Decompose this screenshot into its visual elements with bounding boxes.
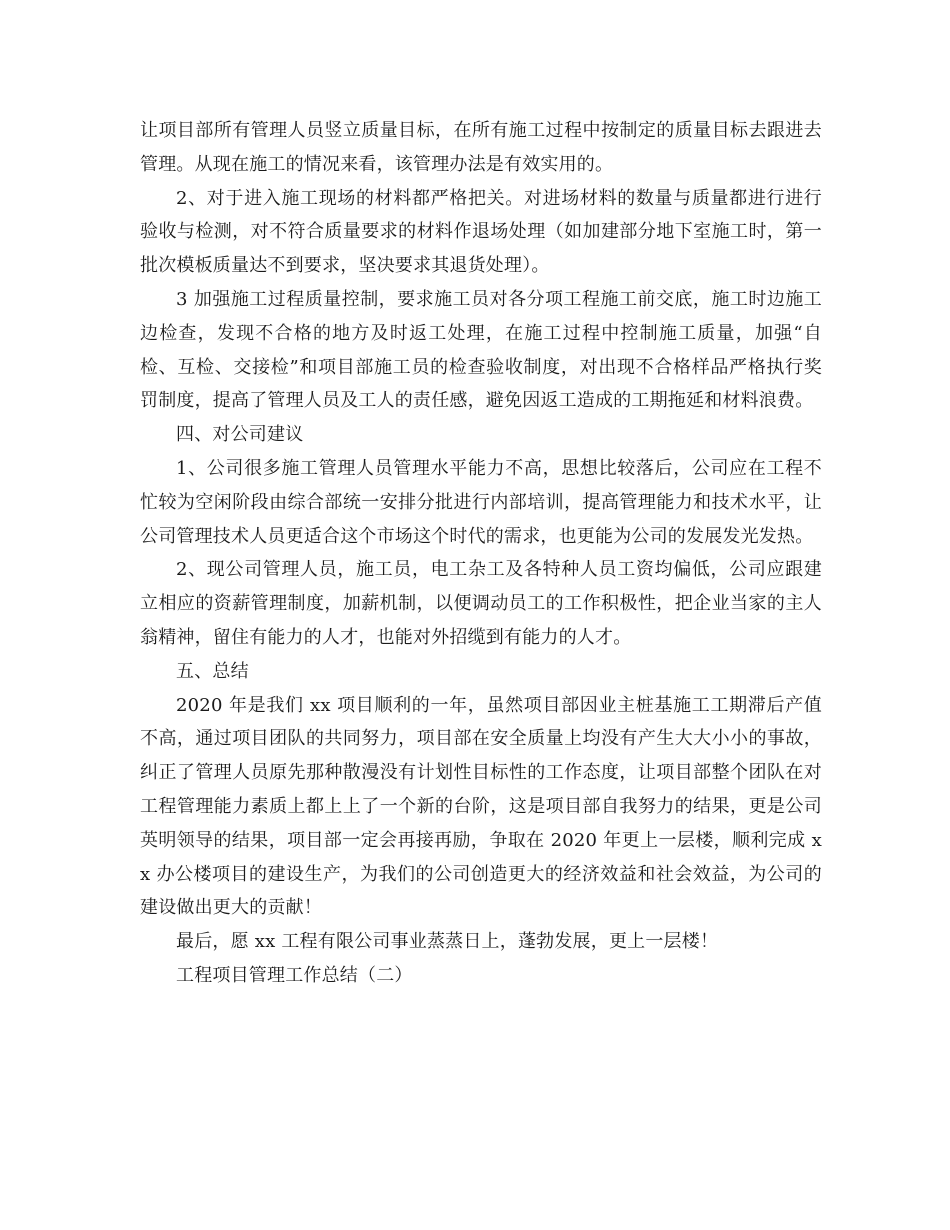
paragraph-material-control: 2、对于进入施工现场的材料都严格把关。对进场材料的数量与质量都进行进行验收与检测，对不符合质量要求的材料作退场处理（如加建部分地下室施工时，第一批次模板质量达不到要求，坚决要求其退货处理）。 bbox=[140, 187, 822, 277]
paragraph-process-quality: 3 加强施工过程质量控制，要求施工员对各分项工程施工前交底，施工时边施工边检查，发现不合格的地方及时返工处理，在施工过程中控制施工质量，加强“自检、互检、交接检”和项目部施工员的检查验收制度，对出现不合格样品严格执行奖罚制度，提高了管理人员及工人的责任感，避免因返工造成的工期拖延和材料浪费。 bbox=[140, 288, 822, 412]
section-heading-suggestions: 四、对公司建议 bbox=[176, 424, 304, 446]
paragraph-suggestion-training: 1、公司很多施工管理人员管理水平能力不高，思想比较落后，公司应在工程不忙较为空闲阶段由综合部统一安排分批进行内部培训，提高管理能力和技术水平，让公司管理技术人员更适合这个市场这个时代的需求，也更能为公司的发展发光发热。 bbox=[140, 457, 822, 547]
document-body bbox=[140, 114, 822, 993]
paragraph-suggestion-salary: 2、现公司管理人员，施工员，电工杂工及各特种人员工资均偏低，公司应跟建立相应的资薪管理制度，加薪机制，以便调动员工的工作积极性，把企业当家的主人翁精神，留住有能力的人才，也能对外招缆到有能力的人才。 bbox=[140, 559, 822, 648]
paragraph-quality-targets: 让项目部所有管理人员竖立质量目标，在所有施工过程中按制定的质量目标去跟进去管理。从现在施工的情况来看，该管理办法是有效实用的。 bbox=[140, 120, 822, 175]
section-heading-summary: 五、总结 bbox=[176, 660, 249, 682]
paragraph-closing-wish: 最后，愿 xx 工程有限公司事业蒸蒸日上，蓬勃发展，更上一层楼！ bbox=[176, 931, 719, 953]
paragraph-summary: 2020 年是我们 xx 项目顺利的一年，虽然项目部因业主桩基施工工期滞后产值不高，通过项目团队的共同努力，项目部在安全质量上均没有产生大大小小的事故，纠正了管理人员原先那种散漫没有计划性目标性的工作态度，让项目部整个团队在对工程管理能力素质上都上上了一个新的台阶，这是项目部自我努力的结果，更是公司英明领导的结果，项目部一定会再接再励，争取在 2020 年更上一层楼，顺利完成 xx 办公楼项目的建设生产，为我们的公司创造更大的经济效益和社会效益，为公司的建设做出更大的贡献！ bbox=[140, 694, 822, 919]
next-section-title: 工程项目管理工作总结（二） bbox=[176, 964, 413, 986]
